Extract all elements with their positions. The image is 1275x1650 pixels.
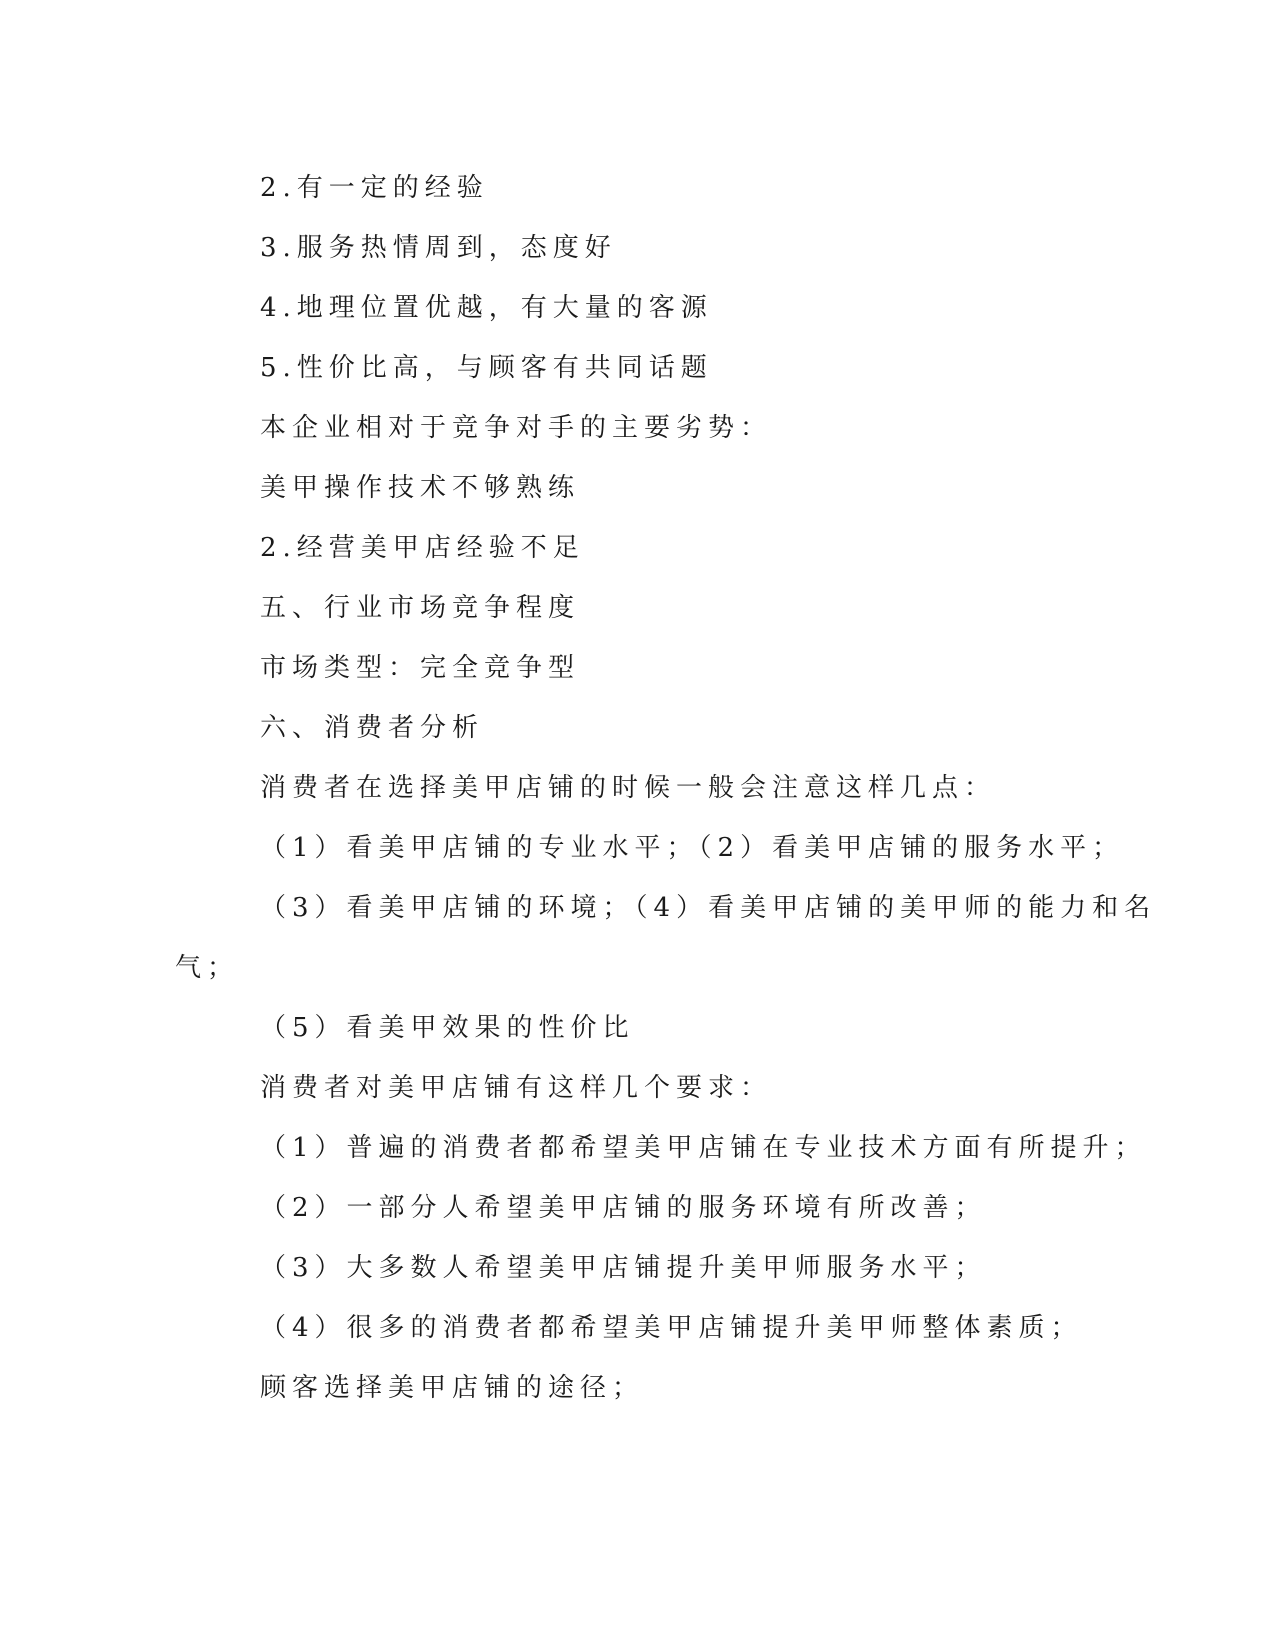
consumer-attention-points-1-2: （1）看美甲店铺的专业水平；（2）看美甲店铺的服务水平； [260,833,1125,863]
section-heading-6: 六、消费者分析 [260,713,485,743]
disadvantage-item-2: 2.经营美甲店经验不足 [260,533,585,563]
consumer-requirement-4: （4）很多的消费者都希望美甲店铺提升美甲师整体素质； [260,1313,1083,1343]
consumer-attention-points-3-4-continued: 气； [175,953,240,983]
customer-channels-heading: 顾客选择美甲店铺的途径； [260,1373,645,1403]
advantage-item-3: 3.服务热情周到，态度好 [260,233,617,263]
section-heading-5: 五、行业市场竞争程度 [260,593,581,623]
consumer-attention-points-3-4: （3）看美甲店铺的环境；（4）看美甲店铺的美甲师的能力和名 [260,893,1157,923]
advantage-item-5: 5.性价比高，与顾客有共同话题 [260,353,713,383]
consumer-requirements-intro: 消费者对美甲店铺有这样几个要求： [260,1073,773,1103]
disadvantage-item-1: 美甲操作技术不够熟练 [260,473,581,503]
consumer-attention-intro: 消费者在选择美甲店铺的时候一般会注意这样几点： [260,773,997,803]
disadvantage-heading: 本企业相对于竞争对手的主要劣势： [260,413,773,443]
advantage-item-4: 4.地理位置优越，有大量的客源 [260,293,713,323]
consumer-requirement-1: （1）普遍的消费者都希望美甲店铺在专业技术方面有所提升； [260,1133,1147,1163]
consumer-requirement-3: （3）大多数人希望美甲店铺提升美甲师服务水平； [260,1253,987,1283]
market-type-line: 市场类型：完全竞争型 [260,653,581,683]
document-body [175,158,1157,1418]
consumer-requirement-2: （2）一部分人希望美甲店铺的服务环境有所改善； [260,1193,987,1223]
advantage-item-2: 2.有一定的经验 [260,173,489,203]
consumer-attention-point-5: （5）看美甲效果的性价比 [260,1013,635,1043]
